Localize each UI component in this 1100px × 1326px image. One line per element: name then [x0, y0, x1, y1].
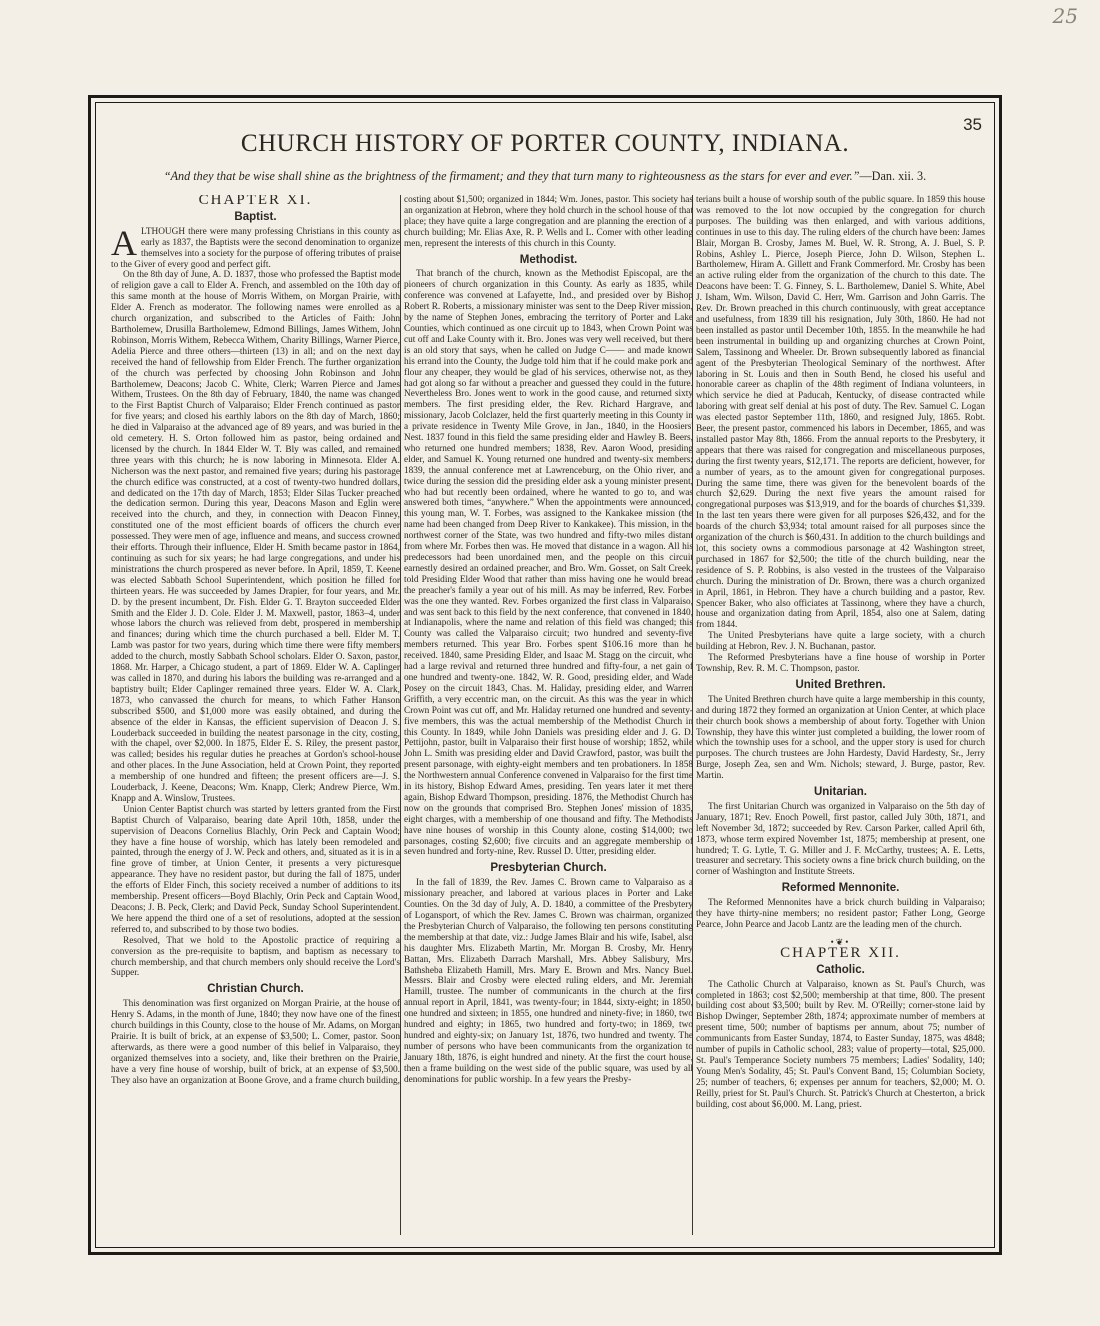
paragraph: The Catholic Church at Valparaiso, known as St. Paul's Church, was completed in 1863; cost $2,500; membership at that time, 800. The present building cost about $3,500; built by Rev. M. O'Reilly; corner-stone laid by Bishop Dwinger, September 28th, 1874; approximate number of members at present time, 500; number of baptisms per annum, about 75; number of communicants from Easter Sunday, 1874, to Easter Sunday, 1875, was 4848; number of pupils in Catholic school, 283; value of property—total, $25,000. St. Paul's Temperance Society numbers 75 members; Ladies' Sodality, 140; Young Men's Sodality, 45; St. Paul's Convent Band, 15; Columbian Society, 25; number of teachers, 6; expenses per annum for teachers, $2,000; M. O. Reilly, priest for St. Paul's Church. St. Patrick's Church at Chesterton, a brick building, cost about $6,000. M. Lang, priest. — [696, 979, 985, 1110]
paragraph: In the fall of 1839, the Rev. James C. Brown came to Valparaiso as a missionary preacher, and labored at various places in Porter and Lake Counties. On the 3d day of July, A. D. 1840, a committee of the Presbytery of Logansport, of which the Rev. James C. Brown was chairman, organized the Presbyterian Church of Valparaiso, the following ten persons constituting the membership at that date, viz.: Judge James Blair and his wife, Isabel, also his daughter Mrs. Elizabeth Martin, Mr. Morgan B. Crosby, Mr. Henry Battan, Mrs. Elizabeth Darrach Marshall, Mrs. Abbey Salisbury, Mrs. Bathsheba Elizabeth Hamill, Mrs. Mary E. Brown and Mrs. Nancy Buel. Messrs. Blair and Crosby were elected ruling elders, and Mr. Jeremiah Hamill, trustee. The number of communicants in the church at the first annual report in April, 1841, was twenty-four; in 1844, sixty-eight; in 1850, one hundred and sixteen; in 1855, one hundred and ninety-five; in 1860, two hundred and eighty; in 1865, two hundred and forty-two; in 1869, two hundred and eighty-six; on January 1st, 1876, two hundred and twenty. The number of persons who have been communicants from the organization to January 18th, 1876, is eight hundred and ninety. At the first the court house, then a frame building on the west side of the public square, was used by all denominations for public worship. In a few years the Presby- — [404, 878, 693, 1085]
paragraph: costing about $1,500; organized in 1844; Wm. Jones, pastor. This society has an organization at Hebron, where they hold church in the school house of that place; they have quite a large congregation and are planning the erection of a church building; Mr. Elias Axe, R. P. Wells and L. Comer with other leading men, represent the interests of this church in this County. — [404, 195, 693, 249]
section-heading-christian: Christian Church. — [207, 983, 304, 996]
section-heading-mennonite: Reformed Mennonite. — [781, 882, 900, 895]
epigraph — [112, 169, 978, 184]
paragraph: Resolved, That we hold to the Apostolic practice of requiring a conversion as the pre-requisite to baptism, and baptism as necessary to church membership, and that church members only should receive the Lord's Supper. — [111, 935, 400, 979]
chapter-heading: CHAPTER XII. — [780, 944, 901, 961]
paragraph: That branch of the church, known as the Methodist Episcopal, are the pioneers of church organization in this County. As early as 1835, while conference was convened at Lafayette, Ind., and presided over by Bishop Robert R. Roberts, a missionary minister was sent to the Deep River mission, by the name of Stephen Jones, embracing the territory of Porter and Lake Counties, which continued as one circuit up to 1843, when Crown Point was cut off and Lake County with it. Bro. Jones was very well received, but there is an old story that says, when he called on Judge C—— and made known his errand into the County, the Judge told him that if he could make pork and flour any cheaper, they would be glad of his services, otherwise not, as they had got along so far without a preacher and guessed they could in the future. Nevertheless Bro. Jones went to work in the good cause, and returned sixty members. The first presiding elder, the Rev. Richard Hargrave, and missionary, Jacob Colclazer, held the first quarterly meeting in this County in a private residence in Twenty Mile Grove, in Jan., 1840, in the Hoosiers' Nest. 1837 found in this field the same presiding elder and Hawley B. Beers, who returned one hundred members; 1838, Rev. Aaron Wood, presiding elder, and Samuel K. Young returned one hundred and twenty-six members; 1839, the annual conference met at Lawrenceburg, on the Ohio river, and twice during the session did the presiding elder ask a young minister present, who had but recently been ordained, where he wanted to go to, and was answered both times, “anywhere.” When the appointments were announced, this young man, W. T. Forbes, was assigned to the Kankakee mission (the name had been changed from Deep River to Kankakee). This mission, in the northwest corner of the State, was two hundred and fifty-two miles distant from where Mr. Forbes then was. He moved that distance in a wagon. All his predecessors had been unordained men, and the people on this circuit earnestly desired an ordained preacher, and Bro. Wm. Gosset, on Salt Creek, told Presiding Elder Wood that rather than miss having one he would bread the preacher's family a year out of his mill. As may be inferred, Rev. Forbes was the one they wanted. Rev. Forbes organized the first class in Valparaiso, and was sent back to this field by the next conference, that convened in 1840, at Indianapolis, where the name and relation of this field was changed; this County was called the Valparaiso circuit; two hundred and seventy-five members returned. This year Bro. Forbes spent $106.16 more than he received. 1840, same Presiding Elder, and Isaac M. Stagg on the circuit, who had a large revival and returned three hundred and fifty-four, a net gain of one hundred and twenty-one. 1842, W. R. Good, presiding elder, and Wade Posey on the circuit 1843, Chas. M. Haliday, presiding elder, and Warren Griffith, a very eccentric man, on the circuit. As this was the year in which Crown Point was cut off, and Mr. Haliday returned one hundred and seventy-five members, this was the actual membership of the Methodist Church in this County. In 1849, while John Daniels was presiding elder and J. G. D. Pettijohn, pastor, built in Valparaiso their first house of worship; 1852, while John L. Smith was presiding elder and David Crawford, pastor, was built the present parsonage, with eighty-eight members and ten probationers. In 1858 the Northwestern annual Conference convened in Valparaiso for the first time in its history, Bishop Edward Ames, presiding. Ten years later it met there again, Bishop Edward Thompson, presiding. 1876, the Methodist Church has now on the grounds that comprised Bro. Stephen Jones' mission of 1835, eight charges, with a membership of one thousand and fifty. The Methodists have nine houses of worship in this County alone, costing $14,000; two parsonages, costing $2,600; five circuits and an aggregate membership of seven hundred and forty-nine, Rev. Russel D. Utter, presiding elder. — [404, 269, 693, 858]
epigraph-reference: —Dan. xii. 3. — [859, 169, 927, 183]
paragraph: The Reformed Presbyterians have a fine house of worship in Porter Township, Rev. R. M. C. Thompson, pastor. — [696, 653, 985, 674]
section-heading-methodist: Methodist. — [519, 253, 578, 266]
page-number: 35 — [963, 115, 982, 134]
paragraph: The United Brethren church have quite a large membership in this county, and during 1872 they formed an organization at Union Center, at which place their church book shows a membership of about forty. Together with Union Township, they have this winter just completed a building, the lower room of which the township uses for a school, and the upper story is used for church purposes. The church trustees are John Hardesty, David Hardesty, Sr., Jerry Burge, Joseph Zea, sen and Wm. Nichols; steward, J. Burge, pastor, Rev. Martin. — [696, 694, 985, 782]
paragraph: The United Presbyterians have quite a large society, with a church building at Hebron, Rev. J. N. Buchanan, pastor. — [696, 631, 985, 653]
paragraph — [111, 222, 400, 271]
paragraph: terians built a house of worship south of the public square. In 1859 this house was removed to the lot now occupied by the congregation for church purposes. The building was then enlarged, and with various additions, continues in use to this day. The ruling elders of the church have been: James Blair, Morgan B. Crosby, James M. Buel, W. R. Strong, A. J. Buel, S. P. Robins, Ashley L. Pierce, Joseph Pierce, John D. Wilson, Stephen L. Bartholemew, Hiram A. Gillett and Frank Commerford. Mr. Crosby has been an active ruling elder from the organization of the church to this date. The Deacons have been: T. G. Finney, S. L. Bartholemew, Daniel S. White, Abel J. Isham, Wm. Wilson, David C. Herr, Wm. Garrison and John Garris. The Rev. Dr. Brown preached in this church continuously, with great acceptance and usefulness, from 1839 till his resignation, July 30th, 1860. He had not been installed as pastor until December 10th, 1855. In the meanwhile he had been instrumental in building up and organizing churches at Crown Point, Salem, Tassinong and Wheeler. Dr. Brown subsequently labored as financial agent of the Presbyterian Theological Seminary of the northwest. After laboring in St. Louis and then in South Bend, he closed his useful and honorable career as chaplin of the 48th regiment of Indiana volunteers, in which service he died at Paducah, Kentucky, of disease contracted while laboring with great self denial at his post of duty. The Rev. Samuel C. Logan was elected pastor September 11th, 1860, and resigned July, 1865. Robt. Beer, the present pastor, commenced his labors in December, 1865, and was installed pastor May 8th, 1866. From the annual reports to the Presbytery, it appears that there was raised for congregation and miscellaneous purposes, during the first twenty years, $12,171. The reports are deficient, however, for a number of years, as to the amount given for congregational purposes. During the same time, there was given for the benevolent boards of the church $2,629. During the next five years the amount raised for congregational purposes was $13,919, and for the boards of churches $1,339. In the last ten years there were given for all purposes $26,432, and for the boards of the church $3,934; total amount raised for all purposes since the organization of the church is $60,431. In addition to the church buildings and lot, this society owns a commodious parsonage at 42 Washington street, purchased in 1867 for $2,500; the title of the church building, near the residence of S. P. Robbins, is also vested in the trustees of the Valparaiso church. During the ministration of Dr. Brown, there was a church organized in April, 1861, in Hebron. They have a church building and a pastor, Rev. Spencer Baker, who also officiates at Tassinong, where they have a church, house and organization dating from April, 1854, also one at Salem, dating from 1844. — [696, 195, 985, 631]
paragraph: The Reformed Mennonites have a brick church building in Valparaiso; they have thirty-nine members; no resident pastor; Father Long, George Pearce, John Pearce and Jacob Lantz are the leading men of the church. — [696, 898, 985, 930]
column-1 — [111, 195, 400, 1235]
paragraph: Union Center Baptist church was started by letters granted from the First Baptist Church of Valparaiso, bearing date April 10th, 1858, under the supervision of Deacons Cornelius Blachly, Orin Peck and Captain Wood; they have a fine house of worship, which has lately been remodeled and painted, through the energy of J. W. Peck and others, and, situated as it is in a fine grove of timber, at Union Center, it presents a very picturesque appearance. They have no resident pastor, but during the fall of 1875, under the efforts of Elder Finch, this society received a number of additions to its membership. Present officers—Boyd Blachly, Orin Peck and Captain Wood, Deacons; J. B. Peck, Clerk; and David Peck, Sunday School Superintendent. We here append the third one of a set of resolutions, adopted at the session referred to, and subscribed to by those two bodies. — [111, 804, 400, 935]
paragraph: This denomination was first organized on Morgan Prairie, at the house of Henry S. Adams, in the month of June, 1840; they now have one of the finest church buildings in this County, close to the house of Mr. Adams, on Morgan Prairie. It is built of brick, at an expense of $3,500; L. Comer, pastor. Soon afterwards, as there were a good number of this belief in Valparaiso, they organized themselves into a society, and, like their brethren on the Prairie, have a very fine house of worship, built of brick, at an expense of $3,500. They also have an organization at Boone Grove, and a frame church building, — [111, 999, 400, 1086]
column-2 — [404, 195, 693, 1235]
section-heading-presbyterian: Presbyterian Church. — [490, 862, 607, 875]
inner-frame — [95, 102, 995, 1248]
page-frame — [88, 95, 1002, 1255]
pencil-page-note: 25 — [1052, 4, 1078, 28]
paragraph: On the 8th day of June, A. D. 1837, those who professed the Baptist mode of religion gave a call to Elder A. French, and assembled on the 10th day of this same month at the house of Morris Withem, on Morgan Prairie, with Elder A. French as moderator. The following names were enrolled as a church organization, and subscribed to the Articles of Faith: John Bartholemew, Drusilla Bartholemew, Edmond Billings, James Withem, John Robinson, Morris Withem, Rebecca Withem, Charity Billings, Warner Pierce, Adelia Pierce and three others—thirteen (13) in all; and on the next day received the hand of fellowship from Elder French. The further organization of the church was perfected by choosing John Robinson and John Bartholemew, Deacons; Jacob C. White, Clerk; Warren Pierce and James Withem, Trustees. On the 8th day of February, 1840, the name was changed to the First Baptist Church of Valparaiso; Elder French continued as pastor for five years; and closed his earthly labors on the 8th day of March, 1860; he died in Valparaiso at the advanced age of 89 years, and was buried in the old cemetery. H. S. Orton followed him as pastor, being ordained and licensed by the church. In 1844 Elder W. T. Bly was called, and remained three years with this church; he is now laboring in Minnesota. Elder A. Nicherson was the next pastor, and remained five years; during his pastorage the church edifice was constructed, at a cost of twenty-two hundred dollars, and dedicated on the 17th day of March, 1853; Elder Silas Tucker preached the dedication sermon. During this year, Deacons Mason and Eglin were received into the church, and they, in connection with Deacon Finney, constituted one of the most efficient boards of officers the church ever possessed. They were men of age, influence and means, and success crowned their efforts. Through their influence, Elder H. Smith became pastor in 1864, continuing as such for six years; he had large congregations, and under his ministrations the church prospered as never before. In April, 1859, T. Keene was elected Sabbath School Superintendent, which position he filled for thirteen years. He was succeeded by James Drapier, for four years, and Mr. D. by the present incumbent, Dr. Fish. Elder G. T. Brayton succeeded Elder Smith and the Elder J. D. Cole. Elder J. M. Maxwell, pastor, 1863–4, under whose labors the church was relieved from debt, prospered in membership and finances; during which time the church purchased a bell. Elder M. T. Lamb was pastor for two years, during which time there were fifty members added to the church, mostly Sabbath School scholars. Elder O. Saxon, pastor, 1868. Mr. Harper, a Chicago student, a part of 1869. Elder W. A. Caplinger was called in 1870, and during his labors the building was re-arranged and a baptistry built; Elder Caplinger remained three years. Elder W. A. Clark, 1873, who canvassed the church for means, to which Father Hanson subscribed $500, and $1,000 more was easily obtained, and during the absence of the elder in Kansas, the efficient supervision of Deacon J. S. Louderback succeeded in building the neatest parsonage in the city, costing, with the chapel, over $2,000. In 1875, Elder E. S. Riley, the present pastor, was called; besides his regular duties he preaches at Gordon's school-house and other places. In the June Association, held at Crown Point, they reported a membership of one hundred and fifteen; the present officers are—J. S. Louderback, J. Keene, Deacons; Wm. Knapp, Clerk; Andrew Pierce, Wm. Knapp and A. Winslow, Trustees. — [111, 270, 400, 804]
column-rule-left — [400, 195, 401, 1235]
section-heading-united-brethren: United Brethren. — [795, 678, 886, 691]
ornament-separator: •❦• — [830, 936, 851, 947]
paragraph-text: LTHOUGH there were many professing Christians in this county as early as 1837, the Baptists were the second denomination to organize themselves into a society for the purpose of offering tributes of praise to the Giver of every good and perfect gift. — [111, 226, 400, 270]
chapter-heading: CHAPTER XI. — [198, 195, 313, 208]
paragraph: The first Unitarian Church was organized in Valparaiso on the 5th day of January, 1871; Rev. Enoch Powell, first pastor, called July 30th, 1871, and left November 3d, 1872; succeeded by Rev. Carson Parker, called April 6th, 1873, whose term expired November 1st, 1875; membership at present, one hundred; T. G. Lytle, T. G. Miller and J. F. McCarthy, trustees; A. E. Letts, treasurer and secretary. This society owns a fine brick church building, on the corner of Washington and Institute Streets. — [696, 801, 985, 878]
drop-cap: A — [111, 222, 137, 263]
column-3 — [696, 195, 985, 1235]
epigraph-quote: “And they that be wise shall shine as the brightness of the firmament; and they that turn many to righteousness as the stars for ever and ever.” — [163, 169, 860, 183]
section-heading-unitarian: Unitarian. — [813, 786, 868, 799]
page-title: CHURCH HISTORY OF PORTER COUNTY, INDIANA. — [240, 130, 850, 157]
section-heading-baptist: Baptist. — [234, 210, 277, 223]
section-heading-catholic: Catholic. — [816, 963, 865, 976]
